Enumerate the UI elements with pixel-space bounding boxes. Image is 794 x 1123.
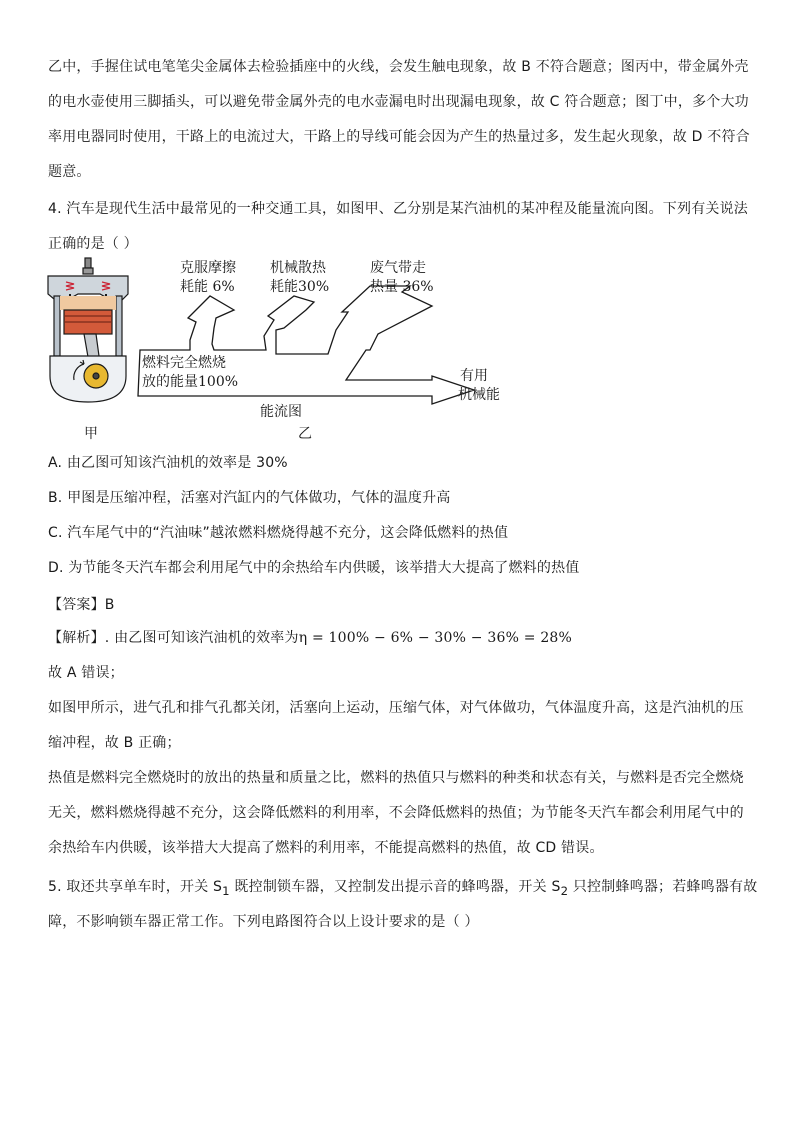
q4-c-analysis-1: 热值是燃料完全燃烧时的放出的热量和质量之比，燃料的热值只与燃料的种类和状态有关，与燃料是否完全燃烧 [48,770,744,786]
analysis-text: 【解析】. 由乙图可知该汽油机的效率为 [48,630,299,646]
intro-line-2: 的电水壶使用三脚插头，可以避免带金属外壳的电水壶漏电时出现漏电现象，故 C 符合题意；图丁中，多个大功 [48,94,749,110]
q5-stem-line-1 [48,876,757,898]
efficiency-formula: η = 100% − 6% − 30% − 36% = 28% [298,630,573,646]
q4-option-d: D. 为节能冬天汽车都会利用尾气中的余热给车内供暖，该举措大大提高了燃料的热值 [48,560,580,576]
heat-dissipation-label-1: 机械散热 [270,260,326,276]
friction-label-2: 耗能 6% [180,279,235,295]
q4-stem-line-1: 4. 汽车是现代生活中最常见的一种交通工具，如图甲、乙分别是某汽油机的某冲程及能量流向图。下列有关说法 [48,201,749,217]
exhaust-label-1: 废气带走 [370,260,426,276]
flow-diagram-caption: 能流图 [260,404,302,420]
fuel-energy-label-2: 放的能量100% [142,374,239,390]
q4-stem-line-2: 正确的是（ ） [48,236,138,252]
q5-stem-line-2: 障，不影响锁车器正常工作。下列电路图符合以上设计要求的是（ ） [48,914,479,930]
q4-b-analysis-1: 如图甲所示，进气孔和排气孔都关闭，活塞向上运动，压缩气体，对气体做功，气体温度升高，这是汽油机的压 [48,700,744,716]
fuel-energy-label-1: 燃料完全燃烧 [142,355,226,371]
engine-cylinder-illustration [48,258,128,402]
s2-subscript: 2 [560,883,569,898]
intro-line-1: 乙中，手握住试电笔笔尖金属体去检验插座中的火线，会发生触电现象，故 B 不符合题意；图丙中，带金属外壳 [48,59,749,75]
useful-energy-label-1: 有用 [460,368,488,384]
q4-option-c: C. 汽车尾气中的“汽油味”越浓燃料燃烧得越不充分，这会降低燃料的热值 [48,525,509,541]
q4-analysis-head [48,627,572,647]
intro-line-4: 题意。 [48,164,91,180]
q4-option-b: B. 甲图是压缩冲程，活塞对汽缸内的气体做功，气体的温度升高 [48,490,451,506]
q4-b-analysis-2: 缩冲程，故 B 正确； [48,735,181,751]
q5-text-a: 5. 取还共享单车时，开关 S [48,879,223,895]
q4-c-analysis-3: 余热给车内供暖，该举措大大提高了燃料的利用率，不能提高燃料的热值，故 CD 错误。 [48,840,604,856]
q4-answer: 【答案】B [48,597,115,613]
exhaust-label-2: 热量 36% [370,279,434,295]
q4-c-analysis-2: 无关，燃料燃烧得越不充分，这会降低燃料的利用率，不会降低燃料的热值；为节能冬天汽车都会利用尾气中的 [48,805,744,821]
q4-figure [40,252,580,452]
q4-option-a: A. 由乙图可知该汽油机的效率是 30% [48,455,288,471]
heat-dissipation-label-2: 耗能30% [270,279,330,295]
s1-subscript: 1 [222,883,230,898]
q5-text-c: 只控制蜂鸣器；若蜂鸣器有故 [568,879,758,895]
q5-text-b: 既控制锁车器，又控制发出提示音的蜂鸣器，开关 S [229,879,561,895]
friction-label-1: 克服摩擦 [180,260,236,276]
q4-a-wrong: 故 A 错误； [48,665,124,681]
figure-label-yi: 乙 [298,426,312,442]
figure-label-jia: 甲 [84,426,98,442]
intro-line-3: 率用电器同时使用，干路上的电流过大，干路上的导线可能会因为产生的热量过多，发生起火现象，故 D 不符合 [48,129,750,145]
useful-energy-label-2: 机械能 [458,387,500,403]
